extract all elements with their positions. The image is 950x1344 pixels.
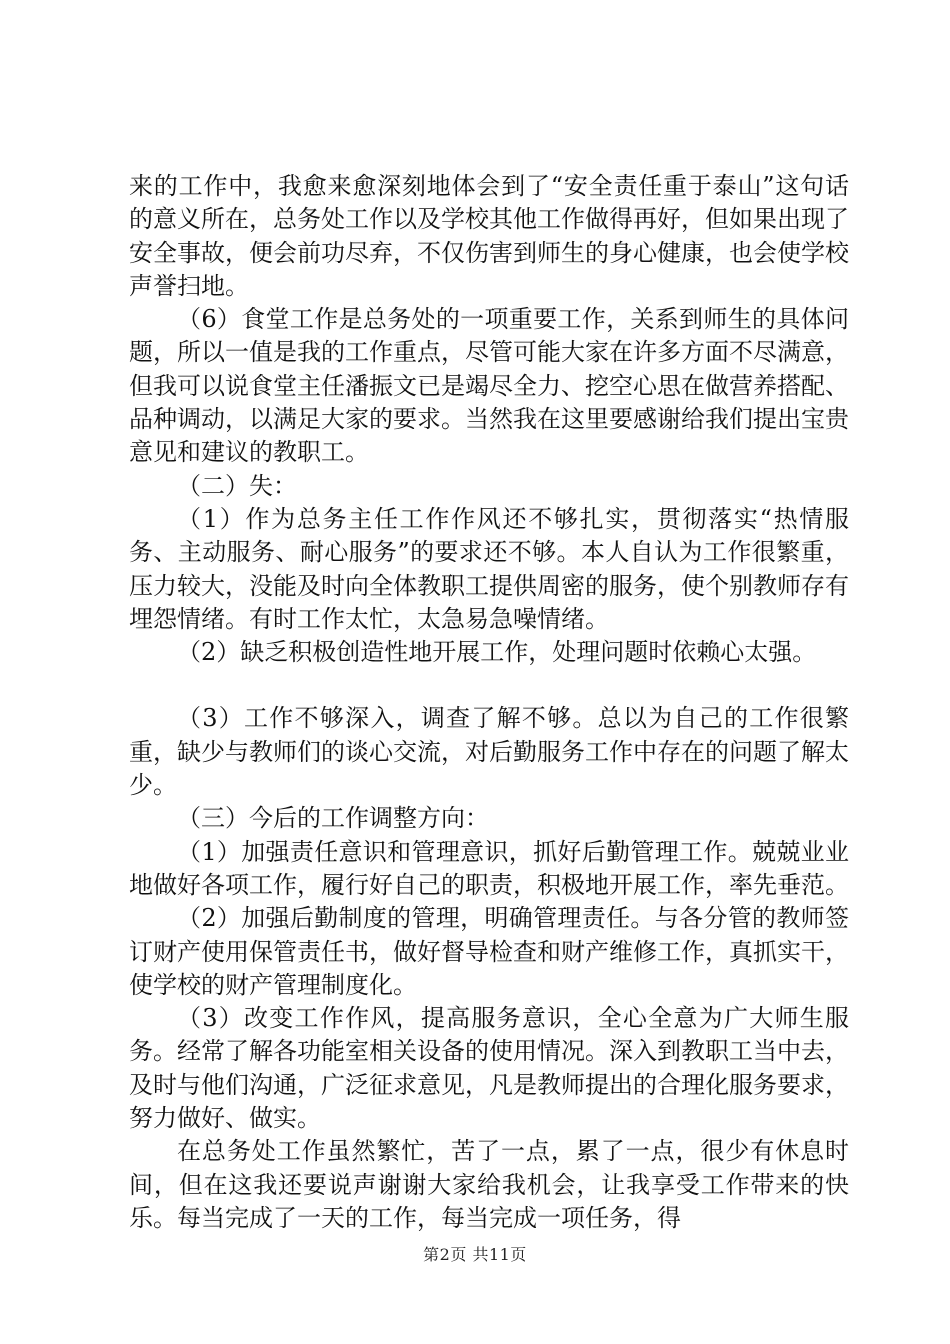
paragraph-closing: 在总务处工作虽然繁忙，苦了一点，累了一点，很少有休息时间，但在这我还要说声谢谢大家给我机会，让我享受工作带来的快乐。每当完成了一天的工作，每当完成一项任务，得 <box>129 1137 849 1232</box>
paragraph-shortcoming-2: （2）缺乏积极创造性地开展工作，处理问题时依赖心太强。 <box>177 638 817 667</box>
paragraph-adjustment-3: （3）改变工作作风，提高服务意识，全心全意为广大师生服务。经常了解各功能室相关设备的使用情况。深入到教职工当中去，及时与他们沟通，广泛征求意见，凡是教师提出的合理化服务要求，努力做好、做实。 <box>129 1004 849 1133</box>
paragraph-shortcoming-1: （1）作为总务主任工作作风还不够扎实，贯彻落实“热情服务、主动服务、耐心服务”的要求还不够。本人自认为工作很繁重，压力较大，没能及时向全体教职工提供周密的服务，使个别教师存有埋怨情绪。有时工作太忙，太急易急噪情绪。 <box>129 504 849 633</box>
paragraph-adjustment-1: （1）加强责任意识和管理意识，抓好后勤管理工作。兢兢业业地做好各项工作，履行好自己的职责，积极地开展工作，率先垂范。 <box>129 837 849 899</box>
paragraph-safety-continued: 来的工作中，我愈来愈深刻地体会到了“安全责任重于泰山”这句话的意义所在，总务处工作以及学校其他工作做得再好，但如果出现了安全事故，便会前功尽弃，不仅伤害到师生的身心健康，也会使学校声誉扫地。 <box>129 172 849 300</box>
page-footer: 第2页 共11页 <box>423 1245 527 1264</box>
paragraph-canteen: （6）食堂工作是总务处的一项重要工作，关系到师生的具体问题，所以一值是我的工作重点，尽管可能大家在许多方面不尽满意，但我可以说食堂主任潘振文已是竭尽全力、挖空心思在做营养搭配、品种调动，以满足大家的要求。当然我在这里要感谢给我们提出宝贵意见和建议的教职工。 <box>129 305 849 467</box>
document-body <box>129 170 849 1235</box>
section-heading-adjustments: （三）今后的工作调整方向： <box>177 804 489 833</box>
paragraph-shortcoming-3: （3）工作不够深入，调查了解不够。总以为自己的工作很繁重，缺少与教师们的谈心交流，对后勤服务工作中存在的问题了解太少。 <box>129 704 849 800</box>
section-heading-shortcomings: （二）失： <box>177 471 297 500</box>
paragraph-adjustment-2: （2）加强后勤制度的管理，明确管理责任。与各分管的教师签订财产使用保管责任书，做好督导检查和财产维修工作，真抓实干，使学校的财产管理制度化。 <box>129 904 849 999</box>
